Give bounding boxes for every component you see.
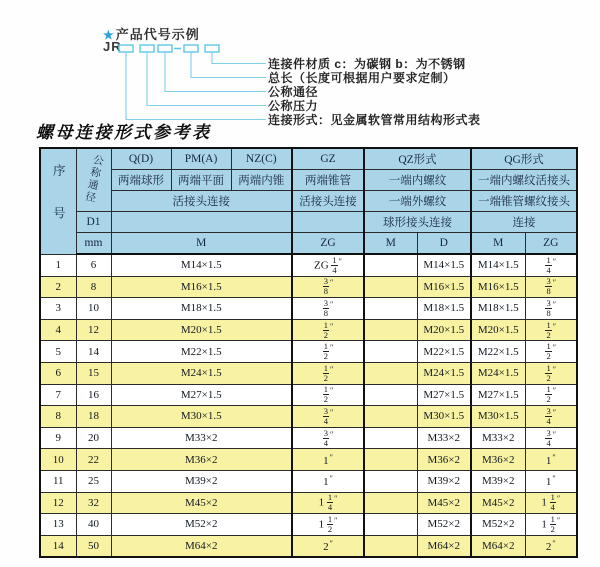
cell-qg-m: M39×2 bbox=[471, 470, 525, 492]
cell-qz-m bbox=[364, 535, 417, 557]
cell-gz-zg: $\frac{1}{2}$ ″ bbox=[292, 384, 364, 406]
cell-dn: 14 bbox=[76, 341, 111, 363]
cell-m: M64×2 bbox=[111, 535, 292, 557]
desc-pm: 两端平面 bbox=[171, 170, 231, 191]
table-row bbox=[40, 276, 577, 298]
cell-gz-zg: 1 $\frac{1}{4}$ ″ bbox=[292, 492, 364, 514]
col-header-qg-m: M bbox=[471, 233, 525, 255]
cell-m: M22×1.5 bbox=[111, 341, 292, 363]
cell-seq: 5 bbox=[40, 341, 76, 363]
cell-dn: 50 bbox=[76, 535, 111, 557]
desc-gz: 两端锥管 bbox=[292, 170, 364, 191]
cell-qz-d: M45×2 bbox=[417, 492, 471, 514]
cell-qg-zg: $\frac{3}{8}$ ″ bbox=[525, 298, 577, 320]
cell-qg-m: M24×1.5 bbox=[471, 362, 525, 384]
table-body bbox=[40, 254, 577, 557]
qz-connection-header: 球形接头连接 bbox=[364, 212, 471, 233]
cell-qz-m bbox=[364, 514, 417, 536]
col-header-zg: ZG bbox=[292, 233, 364, 255]
col-header-gz: GZ bbox=[292, 148, 364, 170]
cell-qz-d: M39×2 bbox=[417, 470, 471, 492]
cell-qg-zg: $\frac{1}{2}$ ″ bbox=[525, 341, 577, 363]
cell-qg-zg: $\frac{3}{8}$ ″ bbox=[525, 276, 577, 298]
cell-qg-zg: $\frac{1}{2}$ ″ bbox=[525, 362, 577, 384]
cell-gz-zg: $\frac{1}{2}$ ″ bbox=[292, 362, 364, 384]
cell-gz-zg: 1″ bbox=[292, 449, 364, 471]
nut-connection-reference-table bbox=[39, 147, 578, 558]
cell-dn: 25 bbox=[76, 470, 111, 492]
cell-gz-zg: $\frac{1}{2}$ ″ bbox=[292, 319, 364, 341]
cell-dn: 18 bbox=[76, 406, 111, 428]
cell-qz-d: M18×1.5 bbox=[417, 298, 471, 320]
cell-m: M18×1.5 bbox=[111, 298, 292, 320]
cell-dn: 16 bbox=[76, 384, 111, 406]
desc-qg: 一端内螺纹活接头 bbox=[471, 170, 577, 191]
cell-qg-zg: $\frac{1}{4}$ ″ bbox=[525, 254, 577, 276]
table-row bbox=[40, 449, 577, 471]
cell-qg-m: M27×1.5 bbox=[471, 384, 525, 406]
cell-qz-d: M22×1.5 bbox=[417, 341, 471, 363]
gz-connection-header: 活接头连接 bbox=[292, 191, 364, 212]
col-header-seq: 序号 bbox=[40, 148, 76, 254]
cell-qg-m: M52×2 bbox=[471, 514, 525, 536]
code-label-diameter: 公称通径 bbox=[268, 85, 319, 99]
cell-seq: 8 bbox=[40, 406, 76, 428]
cell-m: M14×1.5 bbox=[111, 254, 292, 276]
cell-qg-m: M16×1.5 bbox=[471, 276, 525, 298]
cell-m: M16×1.5 bbox=[111, 276, 292, 298]
cell-qg-m: M14×1.5 bbox=[471, 254, 525, 276]
blank-cell bbox=[111, 212, 292, 233]
cell-seq: 11 bbox=[40, 470, 76, 492]
col-header-qz: QZ形式 bbox=[364, 148, 471, 170]
desc-q: 两端球形 bbox=[111, 170, 171, 191]
cell-dn: 12 bbox=[76, 319, 111, 341]
cell-qg-zg: $\frac{3}{4}$ ″ bbox=[525, 406, 577, 428]
cell-qz-m bbox=[364, 427, 417, 449]
cell-dn: 20 bbox=[76, 427, 111, 449]
table-row bbox=[40, 470, 577, 492]
cell-gz-zg: $\frac{3}{8}$ ″ bbox=[292, 298, 364, 320]
cell-qz-d: M30×1.5 bbox=[417, 406, 471, 428]
col-header-qz-d: D bbox=[417, 233, 471, 255]
col-header-mm: mm bbox=[76, 233, 111, 255]
col-header-dn: 公称通径 bbox=[76, 148, 111, 212]
cell-seq: 2 bbox=[40, 276, 76, 298]
cell-qz-d: M20×1.5 bbox=[417, 319, 471, 341]
col-header-qz-m: M bbox=[364, 233, 417, 255]
desc-qz: 一端内螺纹 bbox=[364, 170, 471, 191]
union-connection-header: 活接头连接 bbox=[111, 191, 292, 212]
cell-m: M36×2 bbox=[111, 449, 292, 471]
cell-m: M24×1.5 bbox=[111, 362, 292, 384]
cell-qg-m: M18×1.5 bbox=[471, 298, 525, 320]
cell-qg-m: M20×1.5 bbox=[471, 319, 525, 341]
cell-seq: 13 bbox=[40, 514, 76, 536]
cell-qg-zg: 2″ bbox=[525, 535, 577, 557]
table-row bbox=[40, 406, 577, 428]
cell-dn: 10 bbox=[76, 298, 111, 320]
star-icon: ★ bbox=[103, 28, 115, 42]
cell-gz-zg: 1″ bbox=[292, 470, 364, 492]
product-code-example-text: 产品代号示例 bbox=[115, 27, 200, 42]
cell-qz-m bbox=[364, 276, 417, 298]
cell-qz-m bbox=[364, 406, 417, 428]
cell-gz-zg: ZG $\frac{1}{4}$ ″ bbox=[292, 254, 364, 276]
cell-m: M39×2 bbox=[111, 470, 292, 492]
col-header-q: Q(D) bbox=[111, 148, 171, 170]
col-header-pm: PM(A) bbox=[171, 148, 231, 170]
col-header-d1: D1 bbox=[76, 212, 111, 233]
cell-m: M33×2 bbox=[111, 427, 292, 449]
cell-qz-d: M16×1.5 bbox=[417, 276, 471, 298]
table-row bbox=[40, 319, 577, 341]
cell-qg-m: M33×2 bbox=[471, 427, 525, 449]
cell-seq: 6 bbox=[40, 362, 76, 384]
cell-dn: 40 bbox=[76, 514, 111, 536]
cell-qz-m bbox=[364, 298, 417, 320]
col-header-qg-zg: ZG bbox=[525, 233, 577, 255]
cell-gz-zg: $\frac{3}{4}$ ″ bbox=[292, 406, 364, 428]
cell-qz-d: M36×2 bbox=[417, 449, 471, 471]
cell-gz-zg: 2″ bbox=[292, 535, 364, 557]
cell-dn: 15 bbox=[76, 362, 111, 384]
product-code-prefix: JR bbox=[103, 39, 122, 54]
cell-dn: 32 bbox=[76, 492, 111, 514]
cell-seq: 1 bbox=[40, 254, 76, 276]
table-title: 螺母连接形式参考表 bbox=[36, 123, 212, 142]
cell-dn: 22 bbox=[76, 449, 111, 471]
cell-gz-zg: 1 $\frac{1}{2}$ ″ bbox=[292, 514, 364, 536]
cell-qg-zg: 1 $\frac{1}{2}$ ″ bbox=[525, 514, 577, 536]
table-row bbox=[40, 384, 577, 406]
cell-m: M30×1.5 bbox=[111, 406, 292, 428]
cell-qg-zg: 1″ bbox=[525, 470, 577, 492]
code-label-connection: 连接形式：见金属软管常用结构形式表 bbox=[268, 113, 481, 127]
cell-m: M27×1.5 bbox=[111, 384, 292, 406]
cell-m: M20×1.5 bbox=[111, 319, 292, 341]
cell-qz-m bbox=[364, 362, 417, 384]
col-header-m: M bbox=[111, 233, 292, 255]
cell-qz-m bbox=[364, 384, 417, 406]
cell-qg-zg: 1″ bbox=[525, 449, 577, 471]
qg-connection-header: 连接 bbox=[471, 212, 577, 233]
cell-qg-m: M45×2 bbox=[471, 492, 525, 514]
code-label-length: 总长（长度可根据用户要求定制） bbox=[268, 71, 456, 85]
cell-gz-zg: $\frac{1}{2}$ ″ bbox=[292, 341, 364, 363]
cell-seq: 14 bbox=[40, 535, 76, 557]
table-row bbox=[40, 362, 577, 384]
cell-m: M52×2 bbox=[111, 514, 292, 536]
cell-qg-m: M36×2 bbox=[471, 449, 525, 471]
cell-seq: 12 bbox=[40, 492, 76, 514]
cell-qg-zg: $\frac{1}{2}$ ″ bbox=[525, 319, 577, 341]
cell-qg-zg: $\frac{3}{4}$ ″ bbox=[525, 427, 577, 449]
cell-qz-m bbox=[364, 341, 417, 363]
cell-seq: 10 bbox=[40, 449, 76, 471]
table-row bbox=[40, 535, 577, 557]
cell-qg-m: M30×1.5 bbox=[471, 406, 525, 428]
code-label-pressure: 公称压力 bbox=[268, 99, 319, 113]
cell-qz-m bbox=[364, 254, 417, 276]
cell-seq: 9 bbox=[40, 427, 76, 449]
cell-qz-d: M64×2 bbox=[417, 535, 471, 557]
cell-qg-zg: 1 $\frac{1}{4}$ ″ bbox=[525, 492, 577, 514]
cell-qz-m bbox=[364, 449, 417, 471]
cell-qg-m: M22×1.5 bbox=[471, 341, 525, 363]
table-row bbox=[40, 254, 577, 276]
cell-qg-m: M64×2 bbox=[471, 535, 525, 557]
table-row bbox=[40, 341, 577, 363]
cell-qz-d: M33×2 bbox=[417, 427, 471, 449]
cell-seq: 4 bbox=[40, 319, 76, 341]
cell-qz-m bbox=[364, 319, 417, 341]
cell-qg-zg: $\frac{1}{2}$ ″ bbox=[525, 384, 577, 406]
cell-dn: 6 bbox=[76, 254, 111, 276]
code-label-material: 连接件材质 c：为碳钢 b：为不锈钢 bbox=[268, 57, 466, 71]
cell-m: M45×2 bbox=[111, 492, 292, 514]
cell-qz-d: M27×1.5 bbox=[417, 384, 471, 406]
table-header bbox=[40, 148, 577, 254]
desc2-qz: 一端外螺纹 bbox=[364, 191, 471, 212]
desc-nz: 两端内锥 bbox=[231, 170, 292, 191]
cell-qz-d: M14×1.5 bbox=[417, 254, 471, 276]
cell-qz-d: M52×2 bbox=[417, 514, 471, 536]
cell-seq: 7 bbox=[40, 384, 76, 406]
table-row bbox=[40, 298, 577, 320]
cell-dn: 8 bbox=[76, 276, 111, 298]
cell-gz-zg: $\frac{3}{4}$ ″ bbox=[292, 427, 364, 449]
table-row bbox=[40, 514, 577, 536]
cell-qz-m bbox=[364, 492, 417, 514]
cell-qz-d: M24×1.5 bbox=[417, 362, 471, 384]
col-header-nz: NZ(C) bbox=[231, 148, 292, 170]
blank-cell bbox=[292, 212, 364, 233]
cell-gz-zg: $\frac{3}{8}$ ″ bbox=[292, 276, 364, 298]
table-row bbox=[40, 492, 577, 514]
table-row bbox=[40, 427, 577, 449]
col-header-qg: QG形式 bbox=[471, 148, 577, 170]
cell-seq: 3 bbox=[40, 298, 76, 320]
desc2-qg: 一端锥管螺纹接头 bbox=[471, 191, 577, 212]
cell-qz-m bbox=[364, 470, 417, 492]
